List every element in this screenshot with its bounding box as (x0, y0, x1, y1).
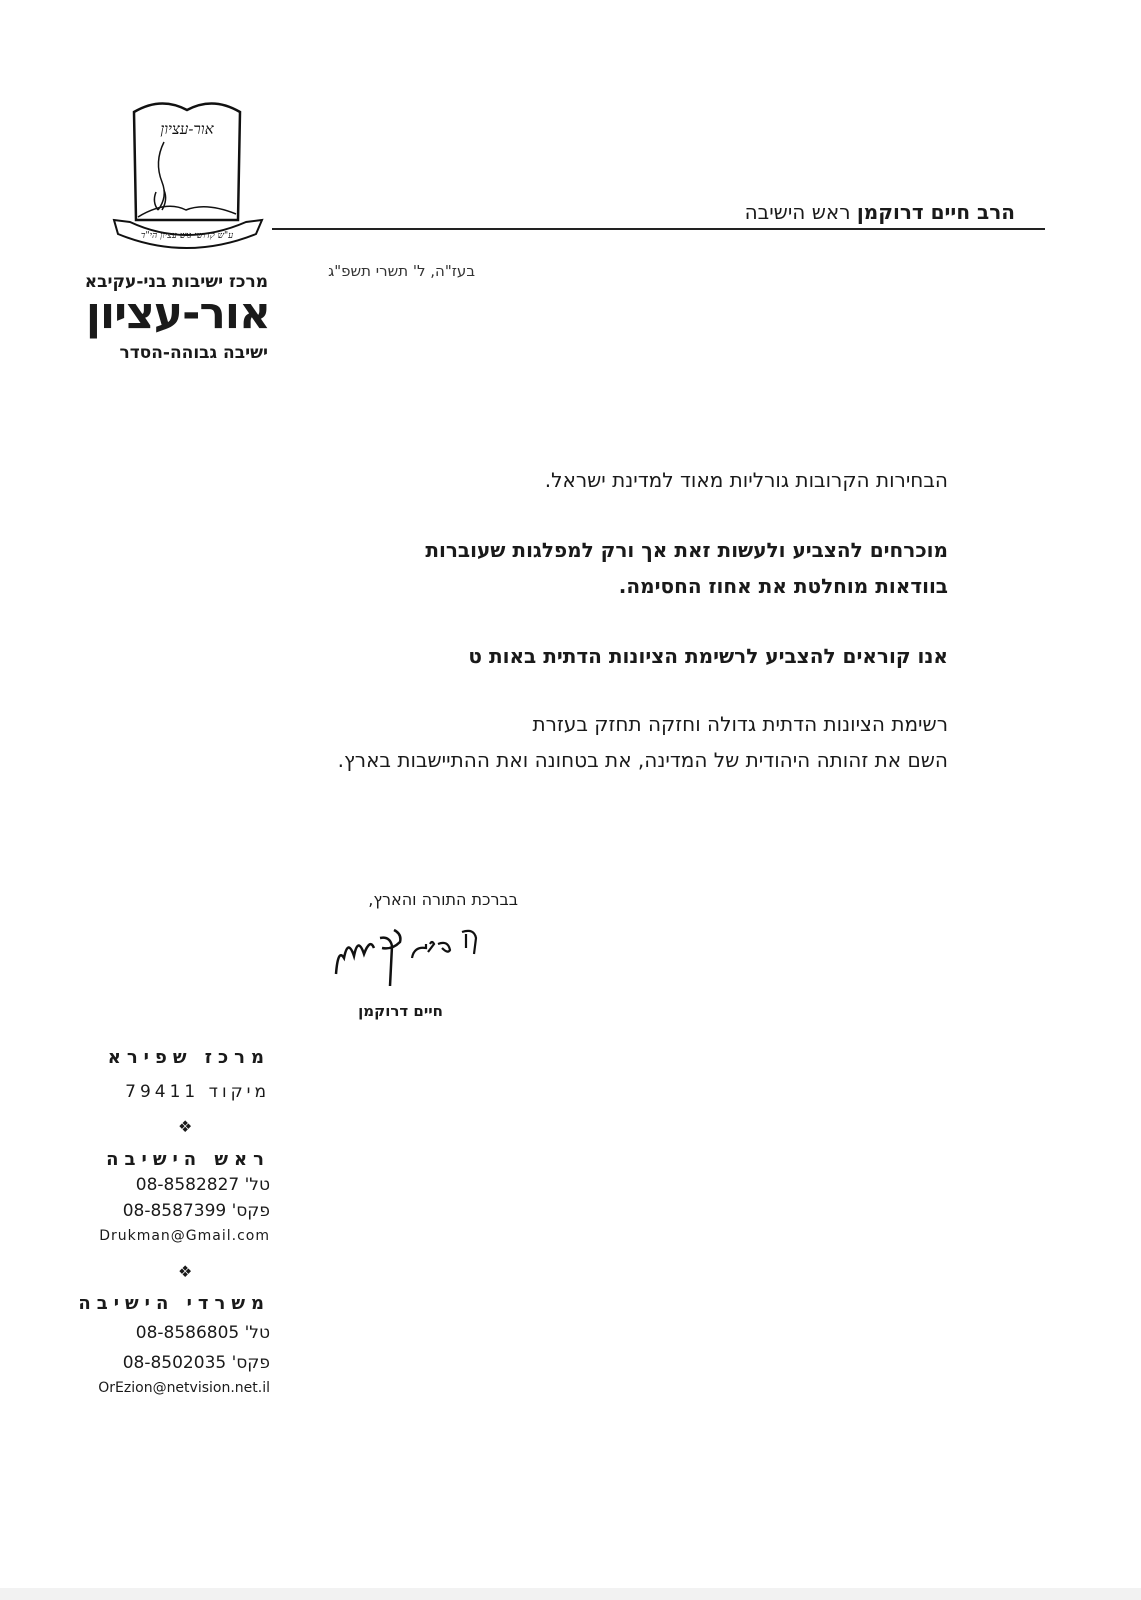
letter-date: בעז"ה, ל' תשרי תשפ"ג (328, 262, 475, 280)
svg-text:אור-עציון: אור-עציון (160, 120, 214, 138)
signer-name: חיים דרוקמן (358, 1002, 443, 1020)
paragraph-4 (338, 706, 948, 778)
letterhead-name (745, 200, 1015, 224)
zip-code: מיקוד 79411 (125, 1082, 270, 1102)
head-phone: טל' 08-8582827 (135, 1175, 270, 1195)
handwritten-signature (330, 918, 490, 990)
page-bottom-edge (0, 1588, 1141, 1600)
header-divider (272, 228, 1045, 230)
svg-text:ע"ש קדושי גוש עציון הי"ד: ע"ש קדושי גוש עציון הי"ד (140, 231, 234, 241)
separator-ornament-icon: ❖ (178, 1262, 193, 1281)
yeshiva-logo (106, 92, 268, 252)
office-email-link[interactable]: OrEzion@netvision.net.il (98, 1380, 270, 1396)
separator-ornament-icon: ❖ (178, 1117, 193, 1136)
paragraph-2-line-2: בוודאות מוחלטת את אחוז החסימה. (618, 574, 948, 598)
office-phone: טל' 08-8586805 (135, 1323, 270, 1343)
paragraph-4-line-2: השם את זהותה היהודית של המדינה, את בטחונה ואת ההתיישבות בארץ. (337, 748, 948, 772)
office-fax: פקס' 08-8502035 (122, 1353, 270, 1373)
paragraph-1: הבחירות הקרובות גורליות מאוד למדינת ישראל. (544, 468, 948, 492)
offices-title: משרדי הישיבה (78, 1293, 270, 1314)
org-network: מרכז ישיבות בני-עקיבא (84, 272, 268, 292)
rabbi-name: הרב חיים דרוקמן (856, 200, 1015, 224)
rabbi-role: ראש הישיבה (744, 200, 851, 224)
paragraph-4-line-1: רשימת הציונות הדתית גדולה וחזקה תחזק בעזרת (532, 712, 948, 736)
paragraph-2-line-1: מוכרחים להצביע ולעשות זאת אך ורק למפלגות שעוברות (425, 538, 948, 562)
location-title: מרכז שפירא (107, 1047, 270, 1068)
org-subtitle: ישיבה גבוהה-הסדר (119, 343, 268, 363)
head-email-link[interactable]: Drukman@Gmail.com (99, 1228, 270, 1244)
org-name: אור-עציון (85, 288, 270, 339)
closing-greeting: בברכת התורה והארץ, (368, 890, 518, 909)
head-office-title: ראש הישיבה (106, 1149, 270, 1170)
paragraph-3: אנו קוראים להצביע לרשימת הציונות הדתית באות ט (468, 644, 948, 668)
paragraph-2 (425, 532, 948, 604)
head-fax: פקס' 08-8587399 (122, 1201, 270, 1221)
